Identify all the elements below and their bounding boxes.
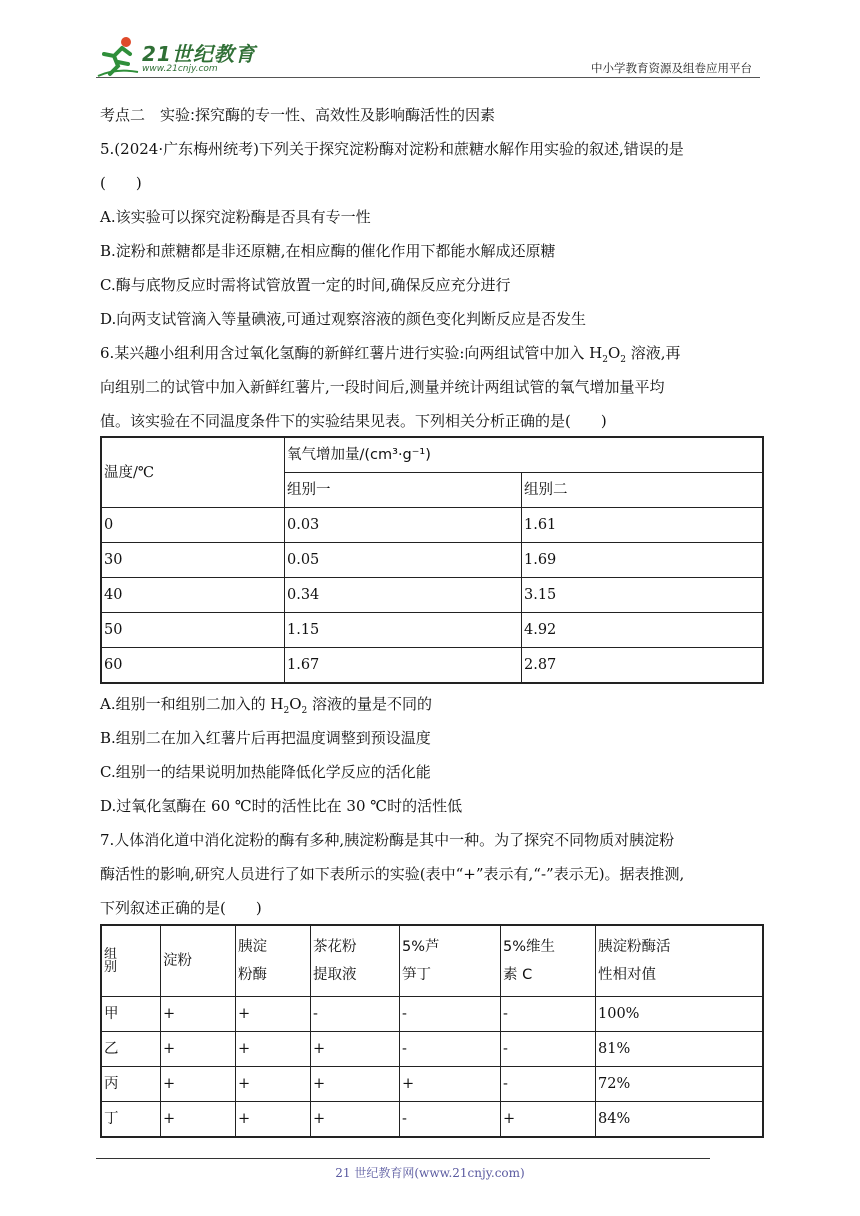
- table-row: [101, 997, 763, 1032]
- q6-table-header-oxygen: 氧气增加量/(cm³·g⁻¹): [285, 437, 764, 473]
- table-cell: +: [311, 1067, 400, 1102]
- table-cell: +: [501, 1102, 596, 1138]
- table-row: [101, 1032, 763, 1067]
- header-line: 胰淀: [238, 939, 267, 955]
- q6-stem-line-1: 6.某兴趣小组利用含过氧化氢酶的新鲜红薯片进行实验:向两组试管中加入 $H_2O_2$ 溶液,再: [100, 344, 681, 365]
- table-row: [101, 1067, 763, 1102]
- logo: [96, 34, 256, 78]
- q7-table-header-vitamin-c: [501, 925, 596, 997]
- table-cell: 0.03: [285, 508, 522, 543]
- q5-stem-line-1: 5.(2024·广东梅州统考)下列关于探究淀粉酶对淀粉和蔗糖水解作用实验的叙述,错误的是: [100, 140, 684, 158]
- table-cell: -: [311, 997, 400, 1032]
- table-row: [101, 578, 763, 613]
- table-cell: 4.92: [522, 613, 764, 648]
- page-footer: 21 世纪教育网(www.21cnjy.com): [335, 1166, 525, 1180]
- q7-table-header-starch: 淀粉: [161, 925, 236, 997]
- header-line: 茶花粉: [313, 939, 357, 955]
- q7-table-header-group: [101, 925, 161, 997]
- q6-data-table: [100, 436, 764, 684]
- header-divider: [96, 77, 760, 78]
- q6-table-header-temp: 温度/℃: [101, 437, 285, 508]
- table-cell: -: [501, 997, 596, 1032]
- table-cell: 84%: [596, 1102, 764, 1138]
- table-cell: 81%: [596, 1032, 764, 1067]
- table-cell: +: [400, 1067, 501, 1102]
- table-row: [101, 613, 763, 648]
- table-cell: 0.34: [285, 578, 522, 613]
- table-cell: -: [400, 997, 501, 1032]
- table-row: [101, 648, 763, 684]
- q7-stem-line-1: 7.人体消化道中消化淀粉的酶有多种,胰淀粉酶是其中一种。为了探究不同物质对胰淀粉: [100, 831, 675, 849]
- table-cell: -: [400, 1032, 501, 1067]
- q7-table-header-pollen: [311, 925, 400, 997]
- table-cell: +: [161, 1032, 236, 1067]
- table-row: [101, 1102, 763, 1138]
- table-cell: +: [161, 1067, 236, 1102]
- q7-table-header-activity: [596, 925, 764, 997]
- table-cell: 3.15: [522, 578, 764, 613]
- header-line: 别: [104, 960, 118, 975]
- header-line: 提取液: [313, 967, 357, 983]
- q5-option-c: C.酶与底物反应时需将试管放置一定的时间,确保反应充分进行: [100, 276, 511, 294]
- table-cell: 甲: [101, 997, 161, 1032]
- footer-divider: [96, 1158, 710, 1159]
- q6-stem-1b: O: [607, 344, 621, 362]
- table-cell: 乙: [101, 1032, 161, 1067]
- table-cell: -: [400, 1102, 501, 1138]
- header-line: 粉酶: [238, 967, 267, 983]
- q5-option-d: D.向两支试管滴入等量碘液,可通过观察溶液的颜色变化判断反应是否发生: [100, 310, 587, 328]
- q5-option-b: B.淀粉和蔗糖都是非还原糖,在相应酶的催化作用下都能水解成还原糖: [100, 242, 556, 260]
- header-line: 5%维生: [503, 939, 556, 955]
- q6-table-subheader: 组别一: [285, 473, 522, 508]
- header-line: 笋丁: [402, 967, 431, 983]
- q7-data-table: [100, 924, 764, 1138]
- section-title: 考点二 实验:探究酶的专一性、高效性及影响酶活性的因素: [100, 106, 496, 124]
- q6-option-a-part1: A.组别一和组别二加入的 H: [100, 695, 284, 713]
- table-cell: 1.67: [285, 648, 522, 684]
- table-cell: 50: [101, 613, 285, 648]
- header-line: 5%芦: [402, 939, 440, 955]
- header-line: 性相对值: [598, 967, 656, 983]
- header-tagline: 中小学教育资源及组卷应用平台: [591, 61, 752, 75]
- q7-table-header-asparagus: [400, 925, 501, 997]
- table-cell: +: [161, 1102, 236, 1138]
- table-cell: +: [311, 1032, 400, 1067]
- table-cell: +: [236, 1067, 311, 1102]
- q6-option-a: A.组别一和组别二加入的 $H_2O_2$ 溶液的量是不同的: [100, 695, 433, 716]
- table-cell: 1.61: [522, 508, 764, 543]
- page-header: [96, 30, 760, 78]
- table-cell: 40: [101, 578, 285, 613]
- header-line: 胰淀粉酶活: [598, 939, 671, 955]
- q6-stem-line-2: 向组别二的试管中加入新鲜红薯片,一段时间后,测量并统计两组试管的氧气增加量平均: [100, 378, 665, 396]
- q6-table-subheader: 组别二: [522, 473, 764, 508]
- table-cell: +: [311, 1102, 400, 1138]
- table-cell: 1.15: [285, 613, 522, 648]
- logo-text: 21世纪教育: [142, 42, 256, 66]
- table-cell: -: [501, 1032, 596, 1067]
- q5-stem-line-2: ( ): [100, 174, 142, 192]
- q7-stem-line-3: 下列叙述正确的是( ): [100, 899, 262, 917]
- table-cell: 丙: [101, 1067, 161, 1102]
- runner-logo-icon: [96, 34, 140, 78]
- q6-stem-line-3: 值。该实验在不同温度条件下的实验结果见表。下列相关分析正确的是( ): [100, 412, 607, 430]
- table-cell: 丁: [101, 1102, 161, 1138]
- table-cell: +: [161, 997, 236, 1032]
- table-cell: 72%: [596, 1067, 764, 1102]
- q6-stem-1c: 溶液,再: [626, 344, 681, 362]
- table-row: [101, 543, 763, 578]
- q7-stem-line-2: 酶活性的影响,研究人员进行了如下表所示的实验(表中“+”表示有,“-”表示无)。据表推测,: [100, 865, 685, 883]
- q6-option-d: D.过氧化氢酶在 60 ℃时的活性比在 30 ℃时的活性低: [100, 797, 463, 815]
- table-cell: +: [236, 997, 311, 1032]
- header-line: 素 C: [503, 967, 533, 983]
- table-cell: 0: [101, 508, 285, 543]
- q6-option-a-part3: 溶液的量是不同的: [307, 695, 433, 713]
- table-row: [101, 508, 763, 543]
- q6-option-c: C.组别一的结果说明加热能降低化学反应的活化能: [100, 763, 431, 781]
- table-cell: 30: [101, 543, 285, 578]
- q6-option-a-part2: O: [289, 695, 302, 713]
- table-cell: 1.69: [522, 543, 764, 578]
- q5-option-a: A.该实验可以探究淀粉酶是否具有专一性: [100, 208, 371, 226]
- q6-stem-1a: 6.某兴趣小组利用含过氧化氢酶的新鲜红薯片进行实验:向两组试管中加入 H: [100, 344, 603, 362]
- q6-option-b: B.组别二在加入红薯片后再把温度调整到预设温度: [100, 729, 431, 747]
- q7-table-header-amylase: [236, 925, 311, 997]
- logo-url: www.21cnjy.com: [142, 64, 218, 74]
- table-cell: +: [236, 1102, 311, 1138]
- table-cell: +: [236, 1032, 311, 1067]
- table-cell: -: [501, 1067, 596, 1102]
- table-cell: 2.87: [522, 648, 764, 684]
- table-cell: 100%: [596, 997, 764, 1032]
- table-cell: 60: [101, 648, 285, 684]
- table-cell: 0.05: [285, 543, 522, 578]
- header-line: 组: [104, 947, 118, 962]
